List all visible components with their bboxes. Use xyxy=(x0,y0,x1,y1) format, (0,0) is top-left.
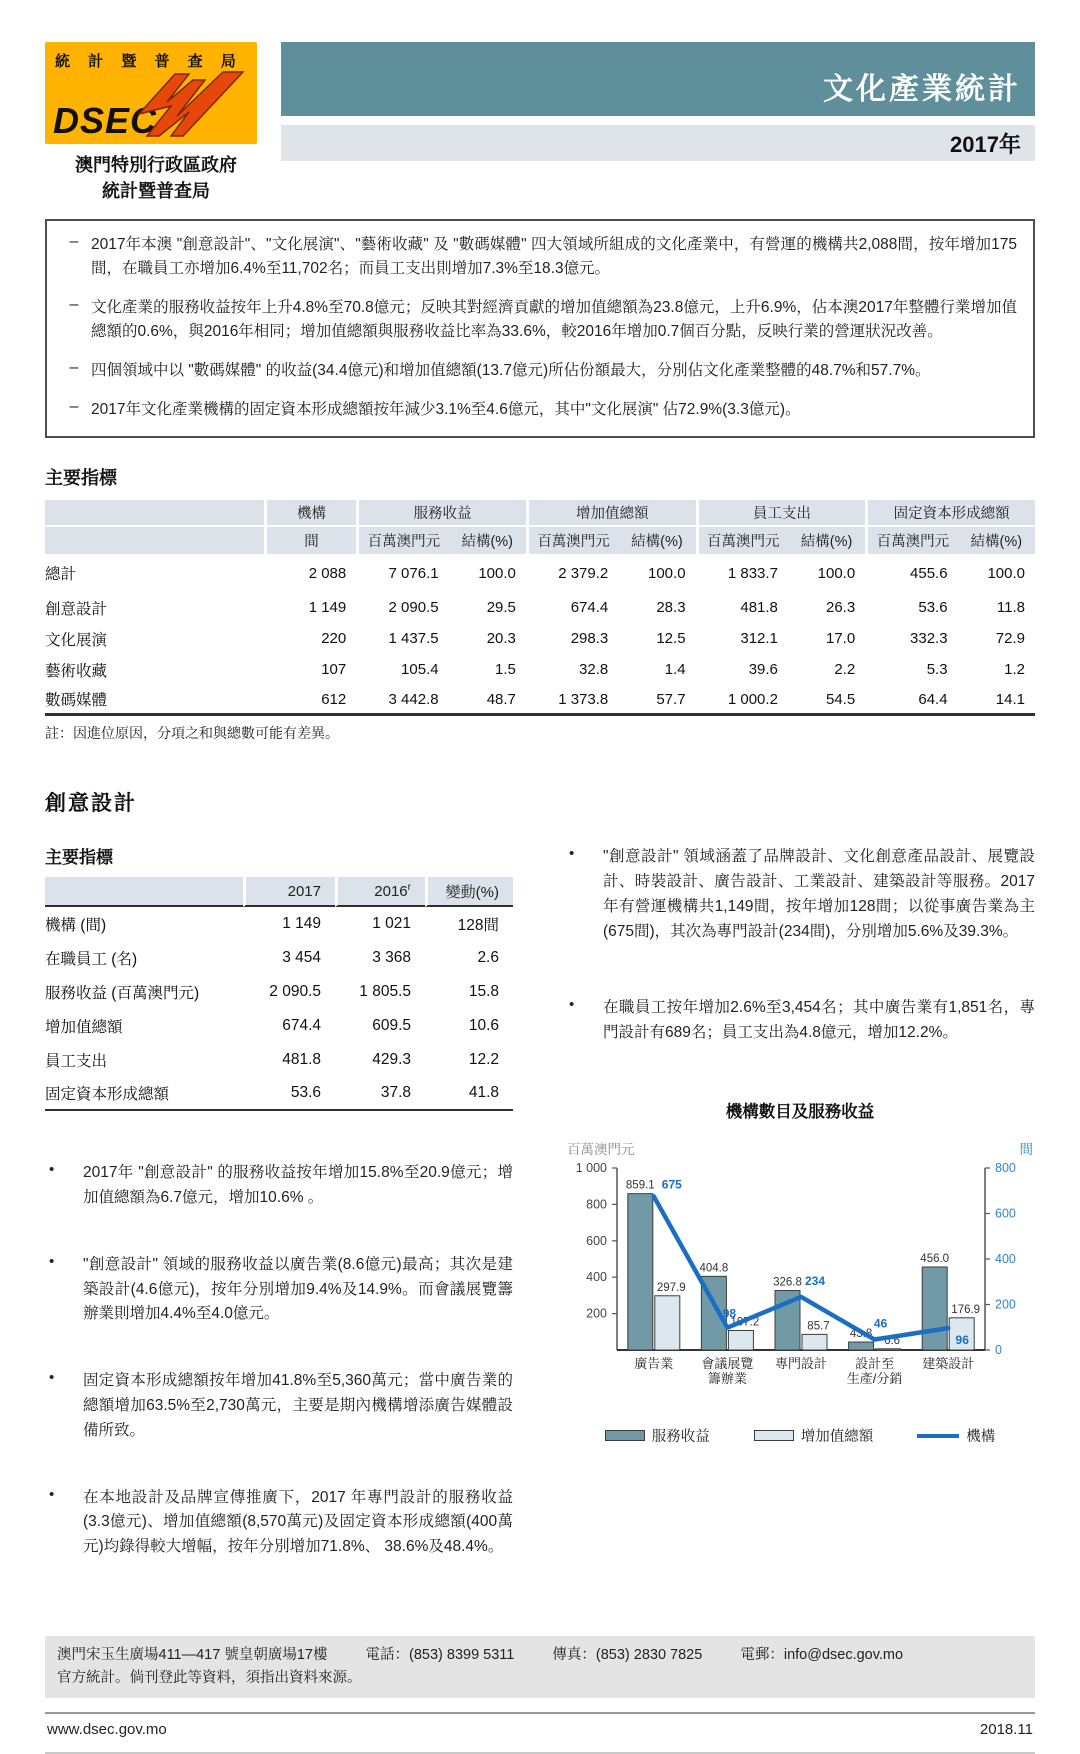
col-2017: 2017 xyxy=(243,877,335,907)
cell: 105.4 xyxy=(401,661,439,679)
dash-marker: – xyxy=(69,296,79,314)
footer-fax: 傳真：(853) 2830 7825 xyxy=(552,1647,703,1664)
footer-contact-band xyxy=(45,1636,1035,1698)
gva-bar xyxy=(728,1331,753,1351)
left-tick-label: 1 000 xyxy=(575,1161,607,1176)
cell: 2 088 xyxy=(308,564,347,582)
chart-axis-labels xyxy=(565,1138,1035,1158)
lightning-icon xyxy=(131,68,251,140)
cell: 100.0 xyxy=(817,564,856,582)
cell: 3 442.8 xyxy=(356,685,448,716)
dot-marker: • xyxy=(569,996,575,1014)
cell: 332.3 xyxy=(910,630,948,648)
unit-struct: 結構(%) xyxy=(788,527,865,554)
cell: 10.6 xyxy=(468,1017,499,1035)
cell: 312.1 xyxy=(740,630,778,648)
cell: 3 454 xyxy=(282,949,321,967)
col-2016: 2016$^r$ xyxy=(335,877,425,907)
dot-marker: • xyxy=(49,1369,55,1387)
cell: 429.3 xyxy=(372,1051,411,1069)
category-label: 會議展覽 xyxy=(701,1356,754,1372)
cell: 41.8 xyxy=(425,1077,513,1111)
summary-bullet xyxy=(57,233,1017,281)
line-swatch-icon xyxy=(917,1434,959,1438)
table-row xyxy=(45,1077,513,1111)
gov-line-2: 統計暨普查局 xyxy=(102,181,210,202)
left-tick-label: 800 xyxy=(586,1197,607,1212)
right-tick-label: 800 xyxy=(995,1161,1016,1176)
legend-item-institutions xyxy=(917,1425,995,1446)
summary-bullet-text: 2017年本澳 "創意設計"、"文化展演"、"藝術收藏" 及 "數碼媒體" 四大領域所組成的文化產業中，有營運的機構共2,088間，按年增加175間，在職員工亦增加6.4%至11,702名；而員工支出則增加7.3%至18.3億元。 xyxy=(91,236,1017,278)
row-label: 藝術收藏 xyxy=(45,662,108,680)
bullet-text: "創意設計" 領域的服務收益以廣告業(8.6億元)最高；其次是建築設計(4.6億元)，按年分別增加9.4%及14.9%。而會議展覽籌辦業則增加4.4%至4.0億元。 xyxy=(83,1255,513,1323)
creative-right-bullets xyxy=(565,845,1035,1046)
unit-struct: 結構(%) xyxy=(958,527,1035,554)
row-label: 在職員工 (名) xyxy=(45,951,138,969)
dot-marker: • xyxy=(49,1252,55,1270)
unit-count: 間 xyxy=(264,527,356,554)
gva-bar xyxy=(655,1296,680,1350)
table-row xyxy=(45,1009,513,1043)
col-group-org: 機構 xyxy=(264,500,356,527)
row-label: 固定資本形成總額 xyxy=(45,1077,243,1111)
institutions-point-label: 675 xyxy=(661,1177,682,1192)
unit-struct: 結構(%) xyxy=(618,527,695,554)
dash-marker: – xyxy=(69,233,79,251)
cell: 57.7 xyxy=(618,685,695,716)
dot-marker: • xyxy=(49,1485,55,1503)
main-indicators-title: 主要指標 xyxy=(45,468,117,489)
cell: 3 368 xyxy=(372,949,411,967)
footer-address: 澳門宋玉生廣場411—417 號皇朝廣場17樓 xyxy=(57,1647,328,1664)
dsec-logo xyxy=(45,42,257,144)
cell: 2 090.5 xyxy=(269,983,321,1001)
unit-mop: 百萬澳門元 xyxy=(526,527,618,554)
report-year: 2017年 xyxy=(950,131,1021,157)
cell: 481.8 xyxy=(740,599,778,617)
cell: 100.0 xyxy=(987,564,1025,582)
cell: 1 149 xyxy=(282,915,321,933)
left-tick-label: 600 xyxy=(586,1233,607,1248)
cell: 298.3 xyxy=(570,630,609,648)
gva-bar-label: 176.9 xyxy=(951,1303,981,1316)
cell: 455.6 xyxy=(910,564,948,582)
revenue-bar xyxy=(922,1267,947,1350)
cell: 1 833.7 xyxy=(727,564,778,582)
summary-bullet xyxy=(57,398,1017,422)
cell: 107 xyxy=(321,661,347,679)
institutions-point-label: 98 xyxy=(722,1306,737,1321)
cell: 64.4 xyxy=(865,685,957,716)
cell: 1 437.5 xyxy=(388,630,439,648)
row-label: 增加值總額 xyxy=(45,1019,123,1037)
footer-bottom-bar xyxy=(45,1712,1035,1754)
cell: 12.2 xyxy=(468,1051,499,1069)
summary-bullet-text: 四個領域中以 "數碼媒體" 的收益(34.4億元)和增加值總額(13.7億元)所佔份額最大，分別佔文化產業整體的48.7%和57.7%。 xyxy=(91,362,931,380)
cell: 612 xyxy=(264,685,356,716)
revenue-bar xyxy=(849,1342,874,1350)
bullet-item xyxy=(45,1161,513,1211)
corner-cell xyxy=(45,527,264,554)
unit-mop: 百萬澳門元 xyxy=(696,527,788,554)
sub-indicators-title: 主要指標 xyxy=(45,848,113,868)
cell: 26.3 xyxy=(826,599,856,617)
cell: 5.3 xyxy=(926,661,948,679)
gva-bar xyxy=(876,1349,901,1350)
col-group-gfcf: 固定資本形成總額 xyxy=(865,500,1035,527)
table-row xyxy=(45,907,513,941)
cell: 32.8 xyxy=(579,661,609,679)
cell: 1 373.8 xyxy=(526,685,618,716)
bullet-text: "創意設計" 領域涵蓋了品牌設計、文化創意產品設計、展覽設計、時裝設計、廣告設計、工業設計、建築設計等服務。2017年有營運機構共1,149間，按年增加128間；以從事廣告業為主(675間)，其次為專門設計(234間)，分別增加5.6%及39.3%。 xyxy=(603,848,1035,940)
gva-bar xyxy=(802,1334,827,1350)
bullet-item xyxy=(45,1253,513,1327)
chart-title: 機構數目及服務收益 xyxy=(725,1103,875,1122)
chart-block xyxy=(565,1098,1035,1446)
cell: 17.0 xyxy=(826,630,856,648)
gov-line-1: 澳門特別行政區政府 xyxy=(75,155,237,175)
legend-label: 增加值總額 xyxy=(800,1429,874,1446)
cell: 72.9 xyxy=(995,630,1025,648)
summary-box xyxy=(45,219,1035,438)
cell: 2.6 xyxy=(477,949,499,967)
cell: 7 076.1 xyxy=(388,564,439,582)
row-label: 機構 (間) xyxy=(45,917,107,935)
col-change: 變動(%) xyxy=(425,877,513,907)
dsec-wordmark: DSEC xyxy=(53,100,158,141)
summary-bullet-text: 文化產業的服務收益按年上升4.8%至70.8億元；反映其對經濟貢獻的增加值總額為23.8億元，上升6.9%，佔本澳2017年整體行業增加值總額的0.6%，與2016年相同；增加值總額與服務收益比率為33.6%，較2016年增加0.7個百分點，反映行業的營運狀況改善。 xyxy=(91,299,1017,341)
cell: 20.3 xyxy=(486,630,516,648)
cell: 1 149 xyxy=(308,599,347,617)
table-row-total xyxy=(45,554,1035,592)
legend-item-revenue xyxy=(605,1425,710,1446)
creative-indicators-table xyxy=(45,877,513,1111)
revenue-swatch-icon xyxy=(605,1430,645,1441)
table-row xyxy=(45,941,513,975)
revenue-bar xyxy=(628,1194,653,1350)
cell: 1 000.2 xyxy=(696,685,788,716)
cell: 29.5 xyxy=(486,599,516,617)
cell: 674.4 xyxy=(570,599,609,617)
gva-bar-label: 107.2 xyxy=(730,1316,760,1329)
right-tick-label: 400 xyxy=(995,1252,1016,1267)
government-title xyxy=(45,152,267,204)
left-tick-label: 400 xyxy=(586,1270,607,1285)
right-axis-label: 間 xyxy=(1019,1142,1033,1158)
gva-bar-label: 85.7 xyxy=(807,1320,830,1333)
summary-bullet-text: 2017年文化產業機構的固定資本形成總額按年減少3.1%至4.6億元，其中"文化展演" 佔72.9%(3.3億元)。 xyxy=(91,401,801,419)
left-tick-label: 200 xyxy=(586,1306,607,1321)
corner-cell xyxy=(45,500,264,527)
category-label: 籌辦業 xyxy=(707,1371,747,1387)
creative-left-bullets xyxy=(45,1161,513,1560)
dash-marker: – xyxy=(69,359,79,377)
right-tick-label: 0 xyxy=(995,1343,1002,1358)
footer-note: 官方統計。倘刊登此等資料，須指出資料來源。 xyxy=(57,1669,362,1686)
row-label: 員工支出 xyxy=(45,1053,108,1071)
table-note: 註：因進位原因，分項之和與總數可能有差異。 xyxy=(45,725,339,742)
cell: 220 xyxy=(321,630,347,648)
cell: 53.6 xyxy=(243,1077,335,1111)
cell: 14.1 xyxy=(958,685,1035,716)
dot-marker: • xyxy=(49,1161,55,1179)
cell: 48.7 xyxy=(449,685,526,716)
main-indicators-table xyxy=(45,500,1035,716)
revenue-bar-label: 859.1 xyxy=(625,1179,655,1192)
cell: 37.8 xyxy=(335,1077,425,1111)
col-group-revenue: 服務收益 xyxy=(356,500,526,527)
chart-canvas xyxy=(565,1158,1031,1406)
institutions-line xyxy=(654,1197,948,1340)
cell: 15.8 xyxy=(468,983,499,1001)
chart-legend xyxy=(565,1425,1035,1446)
gva-bar-label: 297.9 xyxy=(656,1281,686,1294)
row-label: 服務收益 (百萬澳門元) xyxy=(45,985,200,1003)
right-tick-label: 200 xyxy=(995,1297,1016,1312)
table-row xyxy=(45,975,513,1009)
unit-mop: 百萬澳門元 xyxy=(356,527,448,554)
cell: 2 379.2 xyxy=(558,564,609,582)
cell: 1.4 xyxy=(664,661,686,679)
cell: 12.5 xyxy=(656,630,686,648)
cell: 1.5 xyxy=(495,661,516,679)
header-bands xyxy=(281,42,1035,161)
footer-email[interactable]: 電郵：info@dsec.gov.mo xyxy=(740,1647,904,1664)
row-label: 文化展演 xyxy=(45,631,108,649)
report-title-band xyxy=(281,42,1035,116)
cell: 54.5 xyxy=(788,685,865,716)
footer-issue-date: 2018.11 xyxy=(979,1720,1033,1738)
cell: 2.2 xyxy=(834,661,856,679)
dash-marker: – xyxy=(69,398,79,416)
cell: 2 090.5 xyxy=(388,599,439,617)
bullet-item xyxy=(45,1486,513,1560)
bullet-item xyxy=(565,996,1035,1046)
row-label: 創意設計 xyxy=(45,600,108,618)
bar-line-chart xyxy=(565,1158,1035,1411)
revised-superscript: r xyxy=(407,882,411,894)
row-label: 總計 xyxy=(45,566,77,584)
creative-left-column xyxy=(45,843,513,1602)
revenue-bar-label: 326.8 xyxy=(773,1276,802,1289)
table-row xyxy=(45,592,1035,623)
legend-label: 機構 xyxy=(966,1429,996,1446)
legend-label: 服務收益 xyxy=(651,1429,710,1446)
revenue-bar-label: 404.8 xyxy=(699,1262,729,1275)
table-row xyxy=(45,623,1035,654)
col-group-gva: 增加值總額 xyxy=(526,500,696,527)
cell: 1 805.5 xyxy=(359,983,411,1001)
cell: 609.5 xyxy=(372,1017,411,1035)
table-row xyxy=(45,685,1035,716)
creative-right-column xyxy=(565,843,1035,1602)
cell: 28.3 xyxy=(656,599,686,617)
footer-website-link[interactable]: www.dsec.gov.mo xyxy=(47,1720,167,1738)
institutions-point-label: 46 xyxy=(873,1316,888,1331)
institutions-point-label: 96 xyxy=(955,1333,969,1348)
revenue-bar-label: 43.8 xyxy=(849,1328,873,1341)
bullet-item xyxy=(565,845,1035,944)
revenue-bar-label: 456.0 xyxy=(920,1253,950,1266)
cell: 1.2 xyxy=(1004,661,1025,679)
unit-mop: 百萬澳門元 xyxy=(865,527,957,554)
section-title-creative-design: 創意設計 xyxy=(45,792,137,816)
category-label: 生產/分銷 xyxy=(846,1371,903,1387)
cell: 100.0 xyxy=(478,564,516,582)
summary-bullet xyxy=(57,296,1017,344)
report-year-band xyxy=(281,125,1035,161)
page-header xyxy=(45,42,1035,204)
institutions-point-label: 234 xyxy=(804,1273,826,1288)
cell: 674.4 xyxy=(282,1017,321,1035)
cell: 1 021 xyxy=(372,915,411,933)
left-axis-label: 百萬澳門元 xyxy=(567,1142,635,1158)
dot-marker: • xyxy=(569,845,575,863)
category-label: 建築設計 xyxy=(922,1356,975,1372)
bullet-text: 在本地設計及品牌宣傳推廣下，2017 年專門設計的服務收益(3.3億元)、增加值總額(8,570萬元)及固定資本形成總額(400萬元)均錄得較大增幅，按年分別增加71.8%、 38.6%及48.4%。 xyxy=(83,1488,513,1556)
legend-item-gva xyxy=(754,1425,874,1446)
cell: 100.0 xyxy=(648,564,686,582)
cell: 53.6 xyxy=(918,599,948,617)
cell: 11.8 xyxy=(996,599,1025,617)
corner-cell xyxy=(45,877,243,907)
footer-phone: 電話：(853) 8399 5311 xyxy=(365,1647,515,1664)
report-title: 文化產業統計 xyxy=(823,73,1021,106)
unit-struct: 結構(%) xyxy=(449,527,526,554)
cell: 128間 xyxy=(457,917,499,935)
summary-bullet xyxy=(57,359,1017,383)
category-label: 設計至 xyxy=(855,1356,895,1372)
gva-swatch-icon xyxy=(754,1430,794,1441)
bullet-text: 在職員工按年增加2.6%至3,454名；其中廣告業有1,851名，專門設計有689名；員工支出為4.8億元，增加12.2%。 xyxy=(603,999,1035,1042)
bullet-item xyxy=(45,1369,513,1443)
bullet-text: 固定資本形成總額按年增加41.8%至5,360萬元；當中廣告業的總額增加63.5%至2,730萬元，主要是期內機構增添廣告媒體設備所致。 xyxy=(83,1372,513,1439)
category-label: 專門設計 xyxy=(774,1356,828,1372)
logo-bureau-text: 統 計 暨 普 查 局 xyxy=(55,53,243,70)
logo-block xyxy=(45,42,267,204)
cell: 39.6 xyxy=(748,661,778,679)
right-tick-label: 600 xyxy=(995,1206,1016,1221)
table-row xyxy=(45,1043,513,1077)
col-group-comp: 員工支出 xyxy=(696,500,866,527)
category-label: 廣告業 xyxy=(634,1356,674,1372)
table-row xyxy=(45,654,1035,685)
gva-bar-label: 6.6 xyxy=(884,1334,901,1347)
bullet-text: 2017年 "創意設計" 的服務收益按年增加15.8%至20.9億元；增加值總額為6.7億元，增加10.6% 。 xyxy=(83,1164,513,1207)
row-label: 數碼媒體 xyxy=(45,685,264,716)
cell: 481.8 xyxy=(282,1051,321,1069)
